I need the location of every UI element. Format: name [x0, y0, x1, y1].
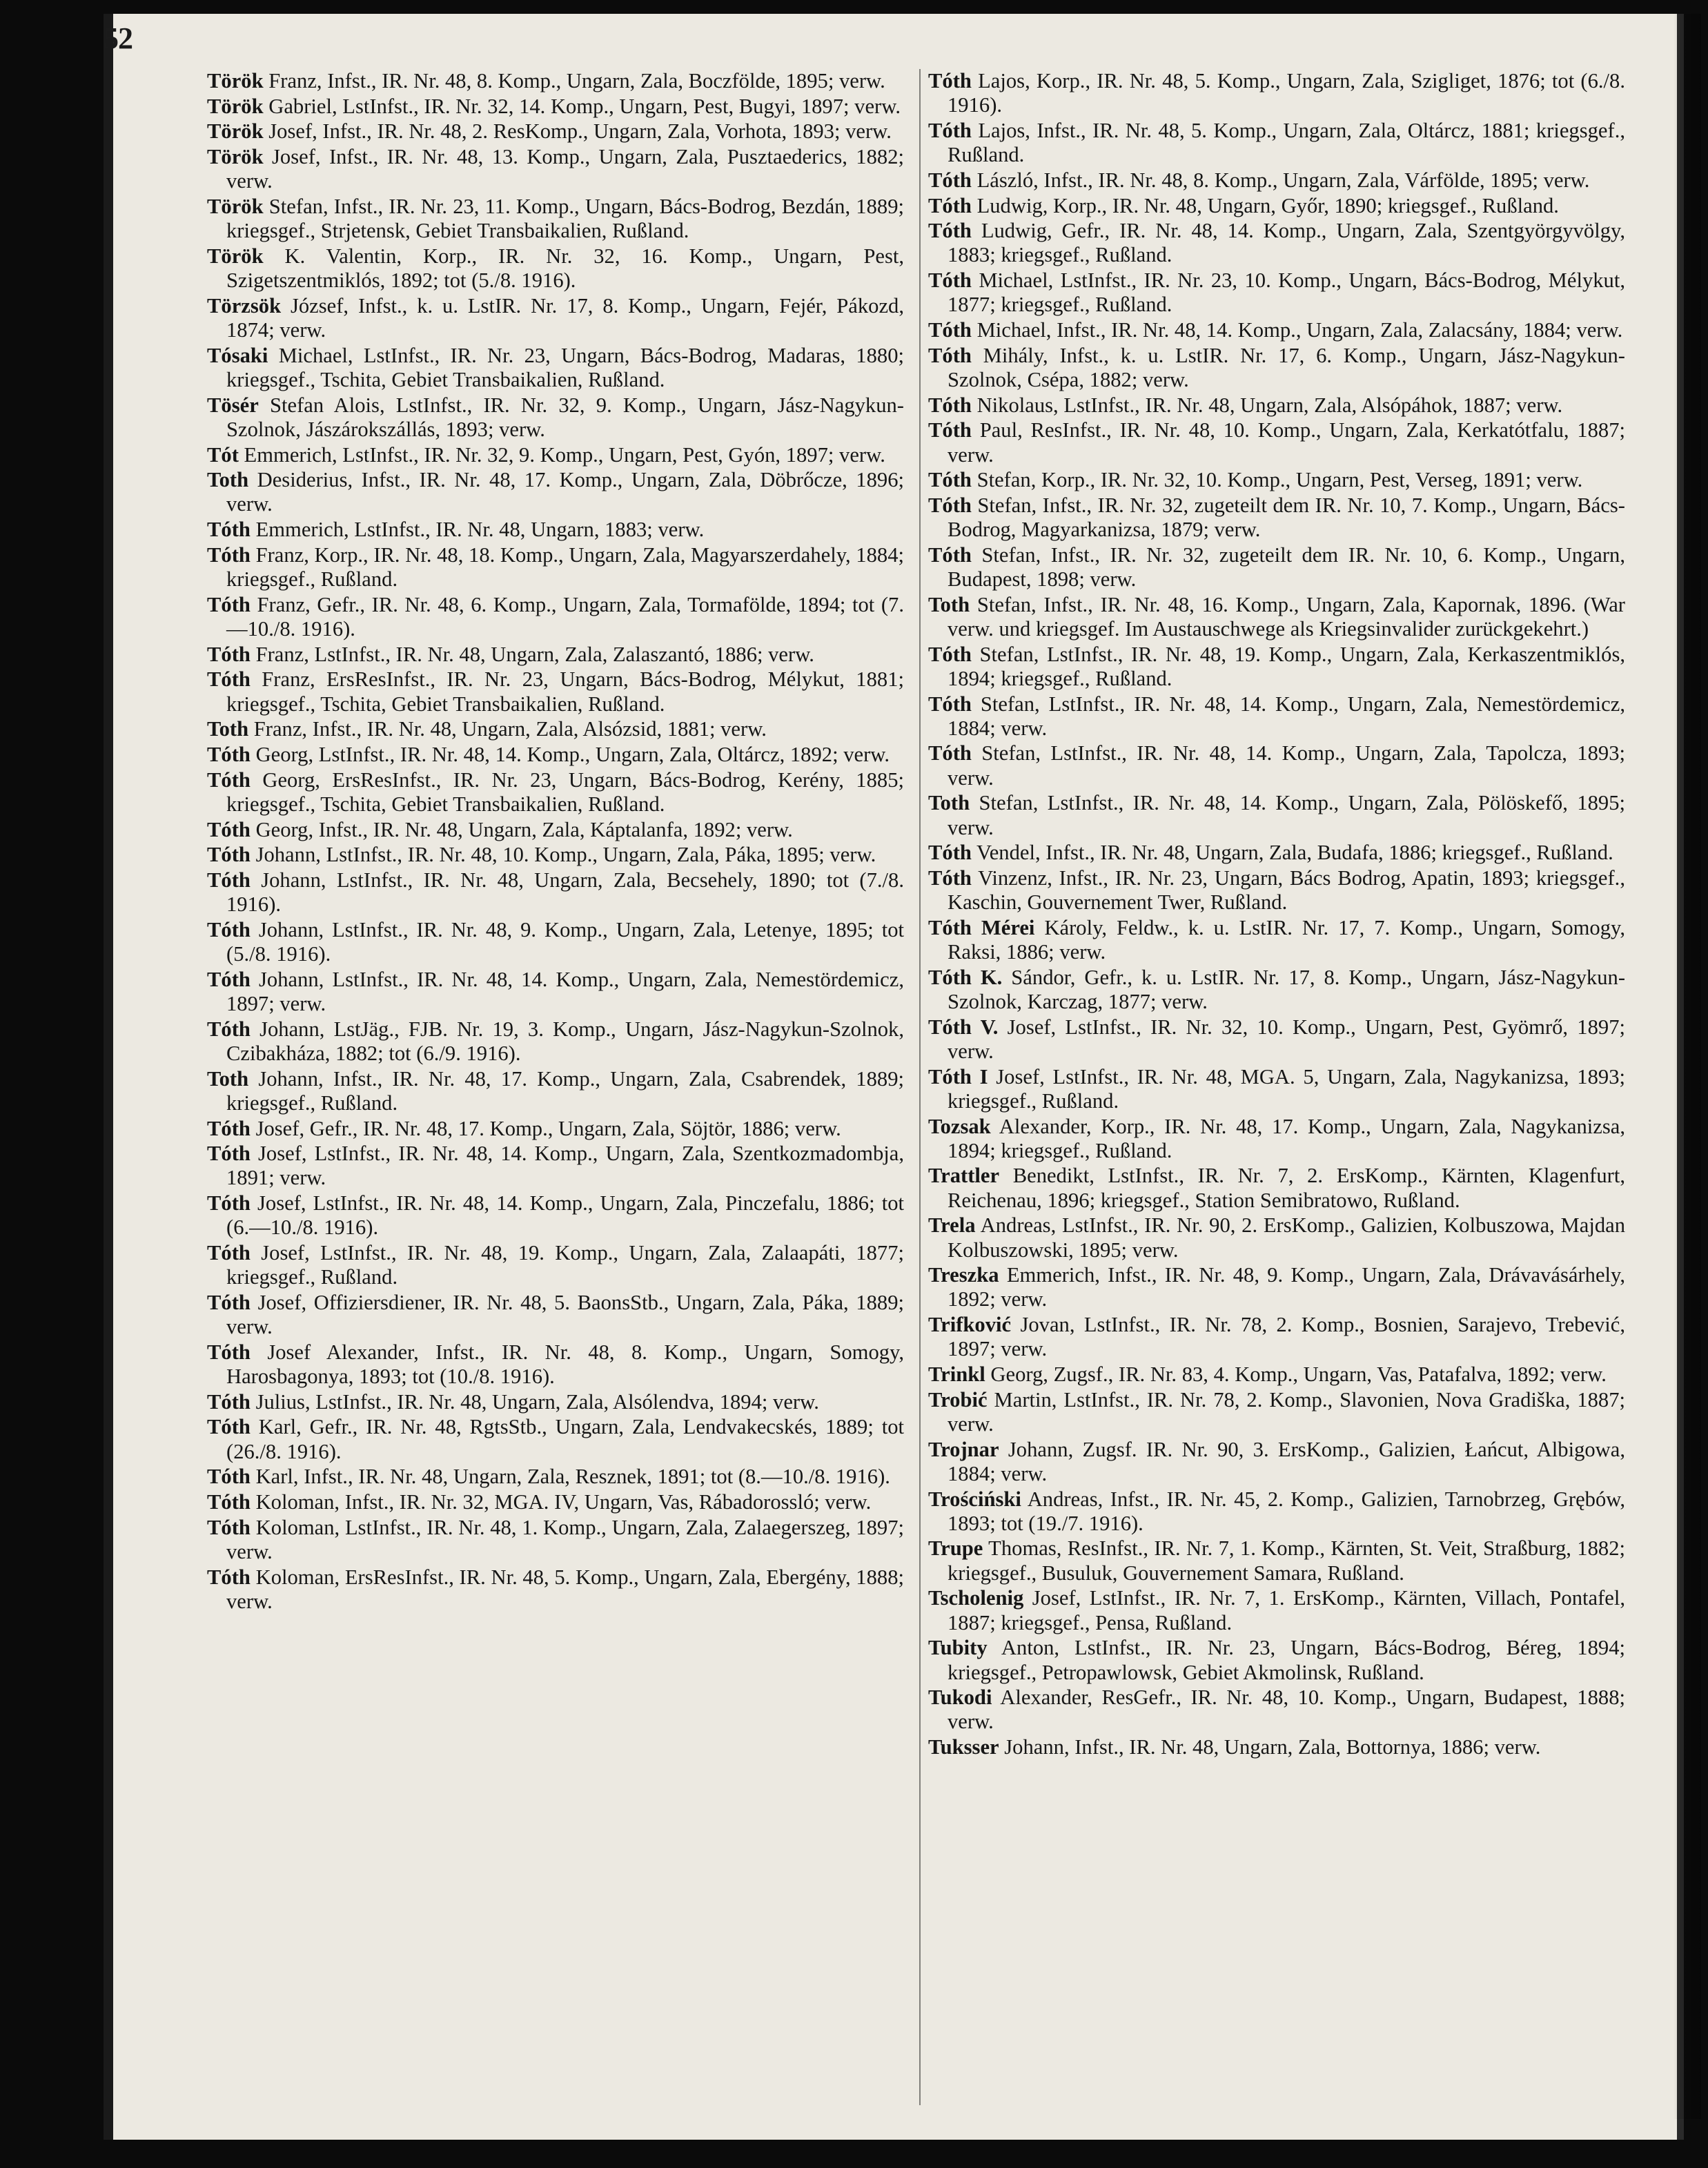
- list-item: [207, 1415, 904, 1463]
- list-item: [928, 1686, 1625, 1734]
- entry-surname: Toth: [207, 1066, 249, 1091]
- entry-details: Josef, Infst., IR. Nr. 48, 13. Komp., Ungarn, Zala, Pusztaederics, 1882; verw.: [226, 145, 904, 193]
- entry-surname: Tóth: [207, 1142, 251, 1166]
- column-divider: [919, 69, 921, 2105]
- entry-details: Johann, Infst., IR. Nr. 48, Ungarn, Zala, Bottornya, 1886; verw.: [1004, 1735, 1541, 1759]
- list-item: [928, 1586, 1625, 1634]
- entry-details: Stefan, Infst., IR. Nr. 23, 11. Komp., Ungarn, Bács-Bodrog, Bezdán, 1889; kriegsgef., Strjetensk, Gebiet Transbaikalien, Rußland.: [226, 195, 904, 243]
- list-item: [928, 268, 1625, 317]
- entry-surname: Tóth: [207, 518, 251, 542]
- list-item: [928, 1438, 1625, 1486]
- entry-details: Desiderius, Infst., IR. Nr. 48, 17. Komp., Ungarn, Zala, Döbrőcze, 1896; verw.: [226, 468, 904, 516]
- entry-details: Josef, LstInfst., IR. Nr. 48, 14. Komp., Ungarn, Zala, Pinczefalu, 1886; tot (6.—10./8. 1916).: [226, 1191, 904, 1240]
- entry-surname: Tóth: [928, 343, 972, 367]
- entry-surname: Tösér: [207, 393, 259, 417]
- entry-details: Andreas, LstInfst., IR. Nr. 90, 2. ErsKomp., Galizien, Kolbuszowa, Majdan Kolbuszowski, 1895; verw.: [948, 1213, 1625, 1262]
- list-item: [207, 1067, 904, 1115]
- entry-details: József, Infst., k. u. LstIR. Nr. 17, 8. Komp., Ungarn, Fejér, Pákozd, 1874; verw.: [226, 293, 904, 342]
- entry-surname: Tóth: [207, 1241, 251, 1265]
- entry-details: Johann, Infst., IR. Nr. 48, 17. Komp., Ungarn, Zala, Csabrendek, 1889; kriegsgef., Rußland.: [226, 1066, 904, 1115]
- list-item: [928, 916, 1625, 964]
- entry-surname: Tóth: [207, 967, 251, 991]
- list-item: [207, 667, 904, 716]
- entry-surname: Tóth Mérei: [928, 915, 1035, 939]
- entry-details: Stefan, Korp., IR. Nr. 32, 10. Komp., Ungarn, Pest, Verseg, 1891; verw.: [976, 468, 1583, 492]
- entry-surname: Toth: [928, 791, 970, 815]
- entry-surname: Tozsak: [928, 1114, 991, 1138]
- entry-surname: Török: [207, 119, 264, 144]
- entry-surname: Toth: [207, 468, 249, 492]
- list-item: [928, 1213, 1625, 1262]
- list-item: [928, 468, 1625, 492]
- entry-details: Josef Alexander, Infst., IR. Nr. 48, 8. Komp., Ungarn, Somogy, Harosbagonya, 1893; tot (10./8. 1916).: [226, 1340, 904, 1389]
- list-item: [207, 69, 904, 93]
- list-item: [928, 1313, 1625, 1361]
- entry-surname: Trinkl: [928, 1363, 985, 1387]
- entry-details: Thomas, ResInfst., IR. Nr. 7, 1. Komp., Kärnten, St. Veit, Straßburg, 1882; kriegsgef., Busuluk, Gouvernement Samara, Rußland.: [948, 1536, 1625, 1585]
- entry-details: Johann, LstInfst., IR. Nr. 48, 14. Komp., Ungarn, Zala, Nemestördemicz, 1897; verw.: [226, 967, 904, 1016]
- list-item: [928, 1735, 1625, 1759]
- entry-surname: Tóth: [207, 1415, 251, 1439]
- list-item: [207, 1142, 904, 1190]
- entry-surname: Török: [207, 145, 264, 169]
- entry-details: Stefan, Infst., IR. Nr. 32, zugeteilt dem IR. Nr. 10, 6. Komp., Ungarn, Budapest, 1898; verw.: [948, 543, 1626, 592]
- list-item: [928, 543, 1625, 592]
- entry-surname: Tóth I: [928, 1064, 988, 1088]
- list-item: [207, 1017, 904, 1066]
- entry-details: Franz, Gefr., IR. Nr. 48, 6. Komp., Ungarn, Zala, Tormafölde, 1894; tot (7.—10./8. 1916).: [226, 592, 905, 641]
- entry-details: Koloman, LstInfst., IR. Nr. 48, 1. Komp., Ungarn, Zala, Zalaegerszeg, 1897; verw.: [226, 1515, 904, 1563]
- entry-surname: Tóth: [207, 1490, 251, 1514]
- entry-details: Georg, LstInfst., IR. Nr. 48, 14. Komp., Ungarn, Zala, Oltárcz, 1892; verw.: [255, 742, 890, 766]
- list-item: [928, 168, 1625, 193]
- entry-surname: Török: [207, 69, 264, 92]
- entry-details: Johann, LstInfst., IR. Nr. 48, 9. Komp., Ungarn, Zala, Letenye, 1895; tot (5./8. 1916).: [226, 917, 905, 966]
- entry-details: Ludwig, Korp., IR. Nr. 48, Ungarn, Győr, 1890; kriegsgef., Rußland.: [976, 193, 1559, 217]
- entry-surname: Tóth: [928, 543, 972, 567]
- entry-details: Johann, LstJäg., FJB. Nr. 19, 3. Komp., Ungarn, Jász-Nagykun-Szolnok, Czibakháza, 1882; tot (6./9. 1916).: [226, 1017, 905, 1065]
- entry-details: Jovan, LstInfst., IR. Nr. 78, 2. Komp., Bosnien, Sarajevo, Trebević, 1897; verw.: [948, 1313, 1626, 1361]
- list-item: [207, 1291, 904, 1339]
- entry-surname: Tóth: [928, 418, 972, 442]
- list-item: [928, 418, 1625, 467]
- entry-surname: Tóth: [928, 219, 972, 243]
- list-item: [928, 344, 1625, 392]
- entry-details: Georg, Zugsf., IR. Nr. 83, 4. Komp., Ungarn, Vas, Patafalva, 1892; verw.: [990, 1363, 1607, 1387]
- right-column: [928, 69, 1625, 1761]
- entry-surname: Tóth: [207, 1340, 251, 1364]
- entry-details: Karl, Infst., IR. Nr. 48, Ungarn, Zala, Resznek, 1891; tot (8.—10./8. 1916).: [255, 1465, 890, 1489]
- list-item: [928, 1115, 1625, 1163]
- list-item: [928, 866, 1625, 915]
- entry-surname: Török: [207, 244, 264, 268]
- list-item: [207, 918, 904, 966]
- entry-details: Lajos, Infst., IR. Nr. 48, 5. Komp., Ungarn, Zala, Oltárcz, 1881; kriegsgef., Rußland.: [948, 118, 1625, 167]
- list-item: [928, 119, 1625, 167]
- entry-details: Benedikt, LstInfst., IR. Nr. 7, 2. ErsKomp., Kärnten, Klagenfurt, Reichenau, 1896; kriegsgef., Station Semibratowo, Rußland.: [948, 1164, 1626, 1212]
- entry-details: Stefan, LstInfst., IR. Nr. 48, 14. Komp., Ungarn, Zala, Nemestördemicz, 1884; verw.: [948, 692, 1625, 740]
- entry-details: Johann, LstInfst., IR. Nr. 48, Ungarn, Zala, Becsehely, 1890; tot (7./8. 1916).: [226, 868, 904, 917]
- entry-surname: Török: [207, 94, 264, 118]
- entry-details: Károly, Feldw., k. u. LstIR. Nr. 17, 7. Komp., Ungarn, Somogy, Raksi, 1886; verw.: [948, 915, 1625, 964]
- entry-surname: Tóth V.: [928, 1015, 999, 1039]
- entry-details: Ludwig, Gefr., IR. Nr. 48, 14. Komp., Ungarn, Zala, Szentgyörgyvölgy, 1883; kriegsgef., Rußland.: [948, 219, 1625, 267]
- entry-details: Emmerich, Infst., IR. Nr. 48, 9. Komp., Ungarn, Zala, Drávavásárhely, 1892; verw.: [948, 1263, 1626, 1311]
- entry-details: Nikolaus, LstInfst., IR. Nr. 48, Ungarn, Zala, Alsópáhok, 1887; verw.: [976, 393, 1563, 417]
- list-item: [928, 494, 1625, 542]
- entry-surname: Tóth: [928, 642, 972, 666]
- entry-details: Alexander, ResGefr., IR. Nr. 48, 10. Komp., Ungarn, Budapest, 1888; verw.: [948, 1686, 1625, 1734]
- entry-details: Michael, Infst., IR. Nr. 48, 14. Komp., Ungarn, Zala, Zalacsány, 1884; verw.: [976, 318, 1623, 342]
- entry-details: Franz, Korp., IR. Nr. 48, 18. Komp., Ungarn, Zala, Magyarszerdahely, 1884; kriegsgef., Rußland.: [226, 543, 904, 592]
- entry-surname: Tóth: [207, 742, 251, 766]
- entry-details: Karl, Gefr., IR. Nr. 48, RgtsStb., Ungarn, Zala, Lendvakecskés, 1889; tot (26./8. 1916).: [226, 1415, 904, 1463]
- entry-surname: Tóth: [928, 493, 972, 517]
- entry-details: Stefan, Infst., IR. Nr. 48, 16. Komp., Ungarn, Zala, Kapornak, 1896. (War verw. und kriegsgef. Im Austauschwege als Kriegsinvalider zurückgekehrt.): [948, 592, 1625, 641]
- list-item: [928, 393, 1625, 418]
- list-item: [928, 741, 1625, 790]
- entry-surname: Tóth K.: [928, 965, 1003, 989]
- entry-details: Paul, ResInfst., IR. Nr. 48, 10. Komp., Ungarn, Zala, Kerkatótfalu, 1887; verw.: [948, 418, 1625, 467]
- list-item: [207, 593, 904, 641]
- entry-surname: Tóth: [207, 1017, 251, 1041]
- entry-surname: Tóth: [207, 768, 251, 792]
- entry-details: Stefan Alois, LstInfst., IR. Nr. 32, 9. Komp., Ungarn, Jász-Nagykun-Szolnok, Jászárokszállás, 1893; verw.: [226, 393, 904, 441]
- list-item: [928, 791, 1625, 839]
- entry-details: Martin, LstInfst., IR. Nr. 78, 2. Komp., Slavonien, Nova Gradiška, 1887; verw.: [948, 1387, 1625, 1436]
- entry-surname: Tóth: [207, 642, 251, 666]
- entry-details: Georg, ErsResInfst., IR. Nr. 23, Ungarn, Bács-Bodrog, Kerény, 1885; kriegsgef., Tschita, Gebiet Transbaikalien, Rußland.: [226, 768, 904, 816]
- entry-details: Gabriel, LstInfst., IR. Nr. 32, 14. Komp., Ungarn, Pest, Bugyi, 1897; verw.: [268, 94, 901, 118]
- entry-surname: Tóth: [207, 1515, 251, 1539]
- list-item: [928, 966, 1625, 1014]
- entry-surname: Tóth: [928, 268, 972, 293]
- entry-surname: Trościński: [928, 1487, 1021, 1511]
- entry-surname: Tóth: [207, 868, 251, 892]
- entry-surname: Tóth: [928, 69, 972, 92]
- list-item: [928, 643, 1625, 691]
- entry-surname: Tóth: [207, 543, 251, 567]
- list-item: [207, 843, 904, 867]
- list-item: [207, 195, 904, 243]
- entry-details: Emmerich, LstInfst., IR. Nr. 32, 9. Komp., Ungarn, Pest, Gyón, 1897; verw.: [244, 442, 885, 467]
- entry-details: Emmerich, LstInfst., IR. Nr. 48, Ungarn, 1883; verw.: [255, 518, 705, 542]
- list-item: [207, 518, 904, 542]
- list-item: [207, 1490, 904, 1514]
- entry-details: Alexander, Korp., IR. Nr. 48, 17. Komp., Ungarn, Zala, Nagykanizsa, 1894; kriegsgef., Rußland.: [948, 1114, 1625, 1162]
- entry-details: Josef, LstInfst., IR. Nr. 32, 10. Komp., Ungarn, Pest, Gyömrő, 1897; verw.: [948, 1015, 1625, 1063]
- list-item: [928, 1263, 1625, 1311]
- list-item: [207, 968, 904, 1016]
- entry-surname: Tóth: [207, 1565, 251, 1589]
- list-item: [207, 818, 904, 842]
- entry-surname: Tóth: [928, 741, 972, 765]
- entry-details: Vinzenz, Infst., IR. Nr. 23, Ungarn, Bács Bodrog, Apatin, 1893; kriegsgef., Kaschin, Gouvernement Twer, Rußland.: [948, 866, 1625, 915]
- entry-details: Franz, Infst., IR. Nr. 48, Ungarn, Zala, Alsózsid, 1881; verw.: [253, 717, 767, 741]
- list-item: [207, 468, 904, 516]
- list-item: [207, 543, 904, 592]
- entry-details: Vendel, Infst., IR. Nr. 48, Ungarn, Zala, Budafa, 1886; kriegsgef., Rußland.: [976, 841, 1613, 865]
- entry-surname: Tósaki: [207, 343, 268, 367]
- entry-details: Josef, Infst., IR. Nr. 48, 2. ResKomp., Ungarn, Zala, Vorhota, 1893; verw.: [268, 119, 892, 144]
- list-item: [928, 692, 1625, 741]
- list-item: [928, 219, 1625, 267]
- entry-surname: Treszka: [928, 1263, 999, 1287]
- list-item: [928, 841, 1625, 865]
- list-item: [928, 318, 1625, 342]
- list-item: [928, 1636, 1625, 1684]
- list-item: [207, 393, 904, 442]
- entry-surname: Tscholenig: [928, 1586, 1024, 1610]
- list-item: [928, 69, 1625, 117]
- list-item: [207, 119, 904, 144]
- entry-surname: Tóth: [928, 468, 972, 492]
- page-number: 52: [104, 21, 132, 55]
- entry-surname: Tóth: [207, 1389, 251, 1414]
- entry-details: Lajos, Korp., IR. Nr. 48, 5. Komp., Ungarn, Zala, Szigliget, 1876; tot (6./8. 1916).: [948, 69, 1625, 117]
- entry-details: Johann, Zugsf. IR. Nr. 90, 3. ErsKomp., Galizien, Łańcut, Albigowa, 1884; verw.: [948, 1437, 1625, 1485]
- list-item: [207, 443, 904, 467]
- entry-details: Michael, LstInfst., IR. Nr. 23, 10. Komp., Ungarn, Bács-Bodrog, Mélykut, 1877; kriegsgef., Rußland.: [948, 268, 1625, 317]
- list-item: [207, 344, 904, 392]
- entry-details: Josef, LstInfst., IR. Nr. 48, 14. Komp., Ungarn, Zala, Szentkozmadombja, 1891; verw.: [226, 1142, 904, 1190]
- entry-surname: Trifković: [928, 1313, 1012, 1337]
- list-item: [207, 868, 904, 917]
- entry-details: Mihály, Infst., k. u. LstIR. Nr. 17, 6. Komp., Ungarn, Jász-Nagykun-Szolnok, Csépa, 1882; verw.: [948, 343, 1625, 391]
- entry-details: Koloman, Infst., IR. Nr. 32, MGA. IV, Ungarn, Vas, Rábadorossló; verw.: [255, 1490, 872, 1514]
- list-item: [928, 1065, 1625, 1113]
- entry-details: Johann, LstInfst., IR. Nr. 48, 10. Komp., Ungarn, Zala, Páka, 1895; verw.: [255, 843, 876, 867]
- list-item: [207, 1465, 904, 1489]
- list-item: [207, 1340, 904, 1389]
- entry-surname: Tóth: [207, 592, 251, 616]
- entry-details: Sándor, Gefr., k. u. LstIR. Nr. 17, 8. Komp., Ungarn, Jász-Nagykun-Szolnok, Karczag, 1877; verw.: [948, 965, 1626, 1014]
- entry-surname: Toth: [928, 592, 970, 616]
- entry-details: Josef, LstInfst., IR. Nr. 7, 1. ErsKomp., Kärnten, Villach, Pontafel, 1887; kriegsgef., Pensa, Rußland.: [948, 1586, 1625, 1634]
- entry-surname: Tukodi: [928, 1686, 992, 1710]
- list-item: [207, 768, 904, 817]
- entry-surname: Tóth: [207, 917, 251, 941]
- entry-surname: Trattler: [928, 1164, 1000, 1188]
- entry-details: Franz, Infst., IR. Nr. 48, 8. Komp., Ungarn, Zala, Boczfölde, 1895; verw.: [268, 69, 885, 92]
- entry-surname: Tóth: [207, 1116, 251, 1140]
- entry-details: László, Infst., IR. Nr. 48, 8. Komp., Ungarn, Zala, Várfölde, 1895; verw.: [976, 168, 1590, 192]
- list-item: [207, 643, 904, 667]
- entry-details: Stefan, LstInfst., IR. Nr. 48, 14. Komp., Ungarn, Zala, Pölöskefő, 1895; verw.: [948, 791, 1625, 839]
- entry-surname: Tóth: [928, 841, 972, 865]
- entry-surname: Török: [207, 195, 264, 219]
- entry-details: Julius, LstInfst., IR. Nr. 48, Ungarn, Zala, Alsólendva, 1894; verw.: [255, 1389, 819, 1414]
- list-item: [207, 244, 904, 293]
- entry-surname: Trobić: [928, 1387, 988, 1412]
- list-item: [928, 593, 1625, 641]
- entry-details: Franz, ErsResInfst., IR. Nr. 23, Ungarn, Bács-Bodrog, Mélykut, 1881; kriegsgef., Tschita, Gebiet Transbaikalien, Rußland.: [226, 667, 904, 716]
- list-item: [207, 145, 904, 193]
- entry-surname: Tóth: [928, 692, 972, 716]
- list-item: [207, 1565, 904, 1614]
- entry-surname: Tuksser: [928, 1735, 999, 1759]
- list-item: [207, 717, 904, 741]
- entry-details: Anton, LstInfst., IR. Nr. 23, Ungarn, Bács-Bodrog, Béreg, 1894; kriegsgef., Petropawlowsk, Gebiet Akmolinsk, Rußland.: [948, 1636, 1625, 1684]
- list-item: [207, 1390, 904, 1414]
- list-item: [207, 743, 904, 767]
- entry-surname: Trela: [928, 1213, 976, 1238]
- entry-details: Josef, LstInfst., IR. Nr. 48, 19. Komp., Ungarn, Zala, Zalaapáti, 1877; kriegsgef., Rußland.: [226, 1241, 904, 1289]
- entry-surname: Tóth: [207, 817, 251, 841]
- page-edge-shadow: [1673, 14, 1701, 2119]
- list-item: [928, 1015, 1625, 1064]
- list-item: [928, 194, 1625, 218]
- entry-details: Stefan, Infst., IR. Nr. 32, zugeteilt dem IR. Nr. 10, 7. Komp., Ungarn, Bács-Bodrog, Magyarkanizsa, 1879; verw.: [948, 493, 1625, 542]
- list-item: [207, 1241, 904, 1289]
- entry-surname: Tóth: [207, 843, 251, 867]
- entry-surname: Tóth: [928, 318, 972, 342]
- entry-surname: Tóth: [928, 393, 972, 417]
- list-item: [207, 95, 904, 119]
- entry-surname: Tóth: [207, 1290, 251, 1314]
- entry-surname: Tóth: [928, 118, 972, 142]
- entry-surname: Tóth: [207, 667, 251, 692]
- entry-surname: Trupe: [928, 1536, 983, 1561]
- entry-details: Stefan, LstInfst., IR. Nr. 48, 14. Komp., Ungarn, Zala, Tapolcza, 1893; verw.: [948, 741, 1625, 790]
- list-item: [928, 1363, 1625, 1387]
- entry-surname: Tubity: [928, 1636, 988, 1660]
- entry-surname: Tóth: [928, 866, 972, 890]
- entry-details: Andreas, Infst., IR. Nr. 45, 2. Komp., Galizien, Tarnobrzeg, Grębów, 1893; tot (19./7. 1916).: [948, 1487, 1625, 1535]
- entry-surname: Tóth: [928, 168, 972, 192]
- entry-surname: Tóth: [928, 193, 972, 217]
- list-item: [928, 1164, 1625, 1212]
- entry-surname: Tót: [207, 442, 239, 467]
- list-item: [207, 1516, 904, 1564]
- entry-details: Georg, Infst., IR. Nr. 48, Ungarn, Zala, Káptalanfa, 1892; verw.: [255, 817, 793, 841]
- list-item: [928, 1536, 1625, 1585]
- entry-details: Josef, Gefr., IR. Nr. 48, 17. Komp., Ungarn, Zala, Söjtör, 1886; verw.: [255, 1116, 841, 1140]
- entry-surname: Tóth: [207, 1191, 251, 1215]
- list-item: [928, 1388, 1625, 1436]
- entry-surname: Toth: [207, 717, 249, 741]
- entry-details: Stefan, LstInfst., IR. Nr. 48, 19. Komp., Ungarn, Zala, Kerkaszentmiklós, 1894; kriegsgef., Rußland.: [948, 642, 1626, 690]
- entry-surname: Trojnar: [928, 1437, 999, 1461]
- entry-details: Franz, LstInfst., IR. Nr. 48, Ungarn, Zala, Zalaszantó, 1886; verw.: [255, 642, 814, 666]
- entry-surname: Tóth: [207, 1465, 251, 1489]
- list-item: [928, 1487, 1625, 1536]
- list-item: [207, 294, 904, 342]
- list-item: [207, 1191, 904, 1240]
- entry-details: Josef, Offiziersdiener, IR. Nr. 48, 5. BaonsStb., Ungarn, Zala, Páka, 1889; verw.: [226, 1290, 904, 1339]
- entry-surname: Törzsök: [207, 293, 282, 318]
- entry-details: Josef, LstInfst., IR. Nr. 48, MGA. 5, Ungarn, Zala, Nagykanizsa, 1893; kriegsgef., Rußland.: [948, 1064, 1625, 1113]
- entry-details: Michael, LstInfst., IR. Nr. 23, Ungarn, Bács-Bodrog, Madaras, 1880; kriegsgef., Tschita, Gebiet Transbaikalien, Rußland.: [226, 343, 904, 391]
- entry-details: K. Valentin, Korp., IR. Nr. 32, 16. Komp., Ungarn, Pest, Szigetszentmiklós, 1892; tot (5./8. 1916).: [226, 244, 904, 293]
- list-item: [207, 1117, 904, 1141]
- left-column: [207, 69, 904, 1615]
- entry-details: Koloman, ErsResInfst., IR. Nr. 48, 5. Komp., Ungarn, Zala, Ebergény, 1888; verw.: [226, 1565, 904, 1613]
